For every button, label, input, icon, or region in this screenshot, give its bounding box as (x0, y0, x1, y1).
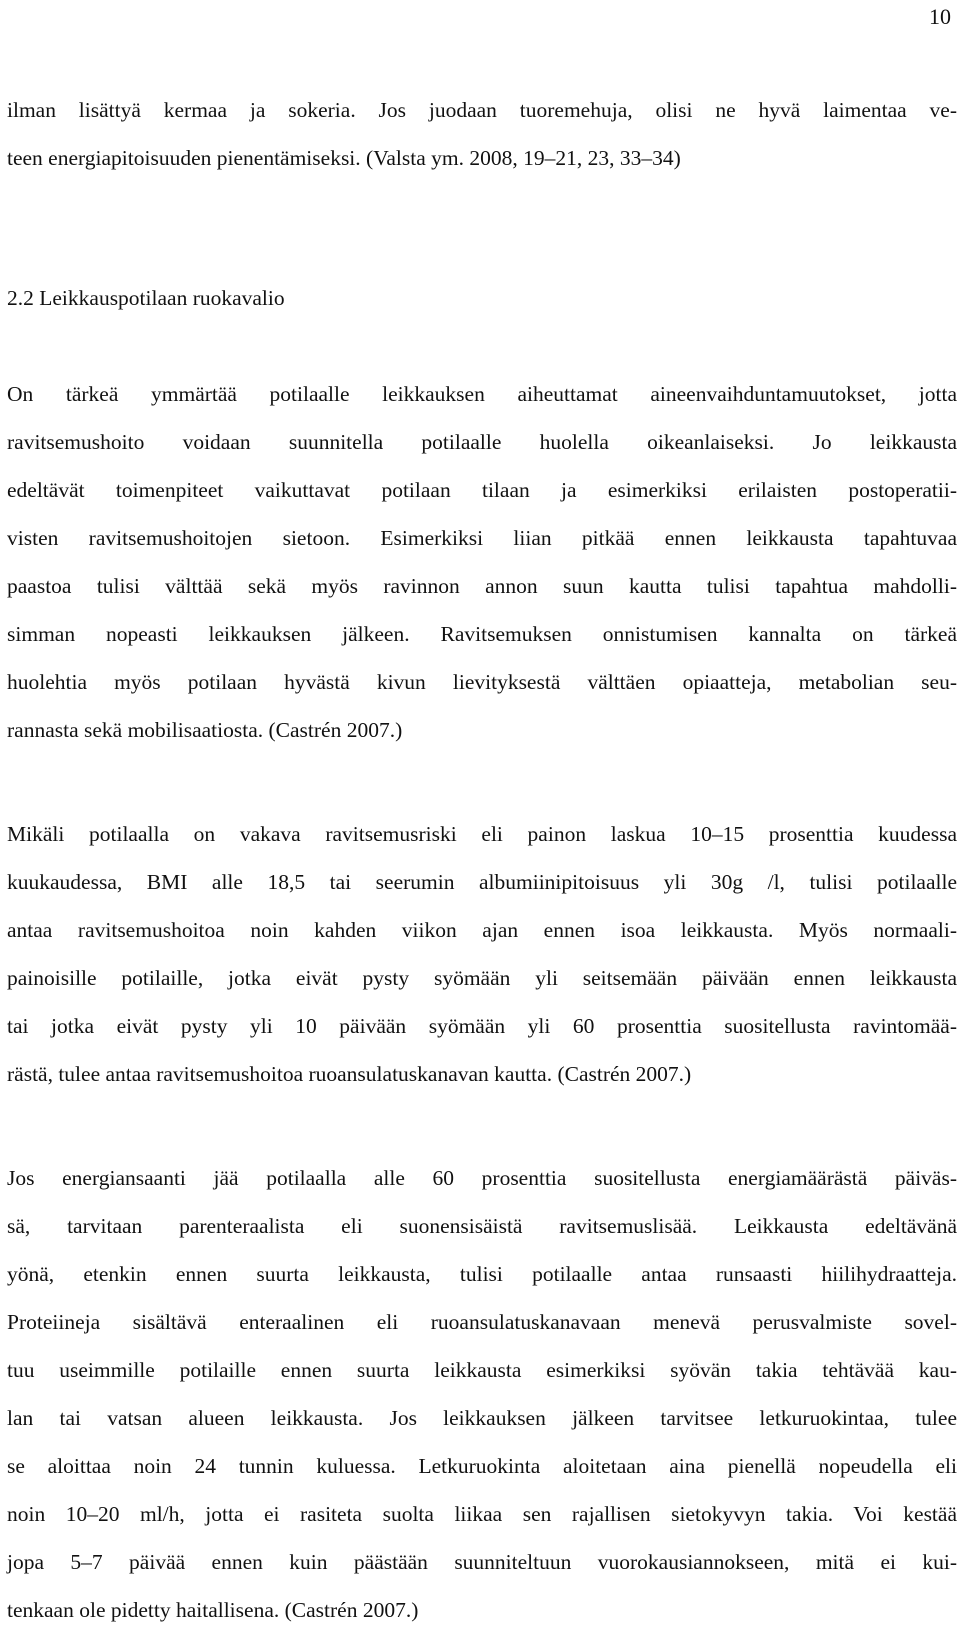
text-line: kuukaudessa, BMI alle 18,5 tai seerumin albumiinipitoisuus yli 30g /l, tulisi potilaalle (7, 870, 957, 894)
paragraph-intro (7, 86, 957, 182)
text-line: painoisille potilaille, jotka eivät pysty syömään yli seitsemään päivään ennen leikkausta (7, 966, 957, 990)
text-line: sä, tarvitaan parenteraalista eli suonensisäistä ravitsemuslisää. Leikkausta edeltävänä (7, 1214, 957, 1238)
text-line: tuu useimmille potilaille ennen suurta leikkausta esimerkiksi syövän takia tehtävää kau- (7, 1358, 957, 1382)
text-line: paastoa tulisi välttää sekä myös ravinnon annon suun kautta tulisi tapahtua mahdolli- (7, 574, 957, 598)
page-number: 10 (929, 4, 951, 29)
paragraph-metabolism (7, 370, 957, 754)
text-line: ravitsemushoito voidaan suunnitella potilaalle huolella oikeanlaiseksi. Jo leikkausta (7, 430, 957, 454)
section-heading (7, 274, 957, 322)
text-line: noin 10–20 ml/h, jotta ei rasiteta suolta liikaa sen rajallisen sietokyvyn takia. Voi kestää (7, 1502, 957, 1526)
section-heading-text: 2.2 Leikkauspotilaan ruokavalio (7, 286, 285, 310)
text-line: lan tai vatsan alueen leikkausta. Jos leikkauksen jälkeen tarvitsee letkuruokintaa, tulee (7, 1406, 957, 1430)
text-line: ilman lisättyä kermaa ja sokeria. Jos juodaan tuoremehuja, olisi ne hyvä laimentaa ve- (7, 98, 957, 122)
text-line: rästä, tulee antaa ravitsemushoitoa ruoansulatuskanavan kautta. (Castrén 2007.) (7, 1062, 692, 1086)
text-line: tai jotka eivät pysty yli 10 päivään syömään yli 60 prosenttia suositellusta ravintomää- (7, 1014, 957, 1038)
text-line: Mikäli potilaalla on vakava ravitsemusriski eli painon laskua 10–15 prosenttia kuudessa (7, 822, 957, 846)
text-line: rannasta sekä mobilisaatiosta. (Castrén 2007.) (7, 718, 403, 742)
document-body (7, 86, 957, 1634)
paragraph-risk (7, 810, 957, 1098)
text-line: edeltävät toimenpiteet vaikuttavat potilaan tilaan ja esimerkiksi erilaisten postoperatii- (7, 478, 957, 502)
text-line: visten ravitsemushoitojen sietoon. Esimerkiksi liian pitkää ennen leikkausta tapahtuvaa (7, 526, 957, 550)
text-line: Jos energiansaanti jää potilaalla alle 60 prosenttia suositellusta energiamäärästä päiväs- (7, 1166, 957, 1190)
text-line: jopa 5–7 päivää ennen kuin päästään suunniteltuun vuorokausiannokseen, mitä ei kui- (7, 1550, 957, 1574)
text-line: Proteiineja sisältävä enteraalinen eli ruoansulatuskanavaan menevä perusvalmiste sovel- (7, 1310, 957, 1334)
text-line: antaa ravitsemushoitoa noin kahden viikon ajan ennen isoa leikkausta. Myös normaali- (7, 918, 957, 942)
text-line: teen energiapitoisuuden pienentämiseksi. (Valsta ym. 2008, 19–21, 23, 33–34) (7, 146, 681, 170)
text-line: tenkaan ole pidetty haitallisena. (Castrén 2007.) (7, 1598, 419, 1622)
text-line: simman nopeasti leikkauksen jälkeen. Ravitsemuksen onnistumisen kannalta on tärkeä (7, 622, 957, 646)
paragraph-energy (7, 1154, 957, 1634)
text-line: se aloittaa noin 24 tunnin kuluessa. Letkuruokinta aloitetaan aina pienellä nopeudella eli (7, 1454, 957, 1478)
text-line: yönä, etenkin ennen suurta leikkausta, tulisi potilaalle antaa runsaasti hiilihydraatteja. (7, 1262, 957, 1286)
text-line: huolehtia myös potilaan hyvästä kivun lievityksestä välttäen opiaatteja, metabolian seu- (7, 670, 957, 694)
text-line: On tärkeä ymmärtää potilaalle leikkauksen aiheuttamat aineenvaihduntamuutokset, jotta (7, 382, 957, 406)
